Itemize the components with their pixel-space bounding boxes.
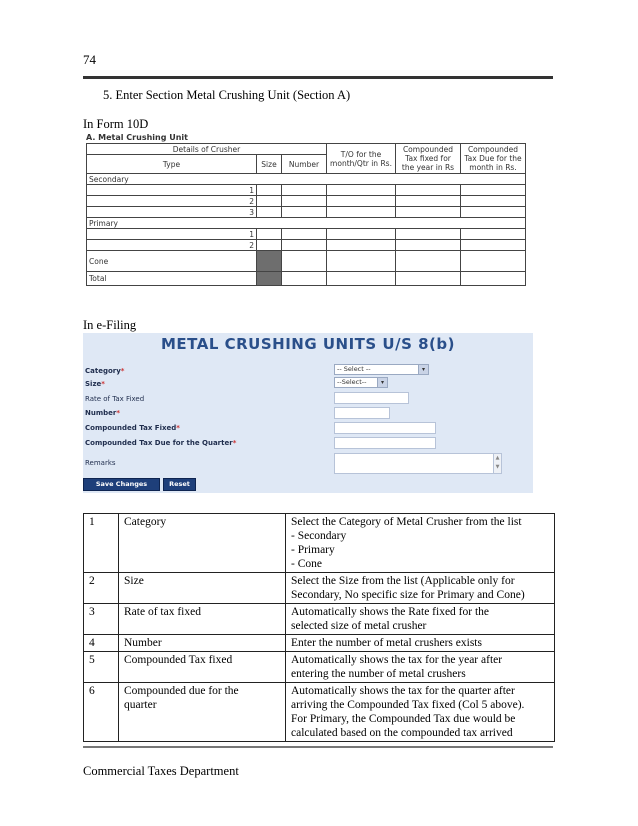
field-name-text: Number xyxy=(124,637,162,649)
table-row xyxy=(84,683,555,742)
field-name xyxy=(119,573,286,604)
row-number: 3 xyxy=(84,604,119,635)
row-number: 6 xyxy=(84,683,119,742)
description-line: Automatically shows the tax for the quarter after xyxy=(291,685,515,697)
description-line: Secondary, No specific size for Primary and Cone) xyxy=(291,589,525,601)
row-number: 1 xyxy=(84,514,119,573)
field-name-text: Rate of tax fixed xyxy=(124,606,201,618)
description-line: Automatically shows the tax for the year after xyxy=(291,654,503,666)
field-name-text: quarter xyxy=(124,699,157,711)
scroll-down-icon: ▼ xyxy=(495,464,500,470)
field-description xyxy=(286,635,555,652)
row-secondary-2: 2 xyxy=(87,196,257,207)
description-line: selected size of metal crusher xyxy=(291,620,427,632)
row-secondary-1: 1 xyxy=(87,185,257,196)
field-name xyxy=(119,604,286,635)
row-primary-1: 1 xyxy=(87,229,257,240)
field-name-text: Compounded Tax fixed xyxy=(124,654,233,666)
field-name-text: Size xyxy=(124,575,144,587)
tax-fixed-label: Compounded Tax Fixed* xyxy=(85,424,180,432)
page-number: 74 xyxy=(83,52,96,67)
description-line: For Primary, the Compounded Tax due would be xyxy=(291,713,516,725)
section-heading: 5. Enter Section Metal Crushing Unit (Section A) xyxy=(103,88,351,102)
col-type: Type xyxy=(87,155,257,174)
description-line: Select the Category of Metal Crusher from the list xyxy=(291,516,522,528)
number-label: Number* xyxy=(85,409,121,417)
efiling-title: METAL CRUSHING UNITS U/S 8(b) xyxy=(160,335,456,353)
tax-due-field[interactable] xyxy=(334,437,436,449)
table-row xyxy=(84,604,555,635)
footer-text: Commercial Taxes Department xyxy=(83,764,239,778)
efiling-panel xyxy=(83,333,533,493)
description-line: Enter the number of metal crushers exists xyxy=(291,637,482,649)
row-secondary: Secondary xyxy=(87,174,526,185)
remarks-textarea[interactable] xyxy=(334,453,502,474)
row-total: Total xyxy=(87,272,257,286)
field-description-table xyxy=(83,513,555,742)
col-size: Size xyxy=(257,155,282,174)
description-line: arriving the Compounded Tax fixed (Col 5 above). xyxy=(291,699,525,711)
field-name xyxy=(119,514,286,573)
table-row xyxy=(84,514,555,573)
col-tax-fixed: Compounded Tax fixed for the year in Rs xyxy=(396,144,461,174)
size-label: Size* xyxy=(85,380,105,388)
rate-field[interactable] xyxy=(334,392,409,404)
table-row xyxy=(84,652,555,683)
chevron-down-icon: ▾ xyxy=(377,378,387,387)
save-changes-button[interactable]: Save Changes xyxy=(83,478,160,491)
scroll-up-icon: ▲ xyxy=(495,455,500,461)
description-line: calculated based on the compounded tax arrived xyxy=(291,727,513,739)
row-primary-2: 2 xyxy=(87,240,257,251)
field-name xyxy=(119,652,286,683)
field-description xyxy=(286,604,555,635)
description-line: entering the number of metal crushers xyxy=(291,668,466,680)
field-description xyxy=(286,514,555,573)
field-description xyxy=(286,652,555,683)
field-name-text: Category xyxy=(124,516,167,528)
scrollbar[interactable] xyxy=(493,454,501,473)
row-number: 2 xyxy=(84,573,119,604)
description-line: - Secondary xyxy=(291,530,347,542)
description-line: Select the Size from the list (Applicable only for xyxy=(291,575,515,587)
row-cone: Cone xyxy=(87,251,257,272)
header-rule xyxy=(83,76,553,79)
form-10d-label: In Form 10D xyxy=(83,117,149,131)
col-tax-due: Compounded Tax Due for the month in Rs. xyxy=(461,144,526,174)
tax-due-label: Compounded Tax Due for the Quarter* xyxy=(85,439,237,447)
remarks-label: Remarks xyxy=(85,459,116,467)
field-description xyxy=(286,683,555,742)
form-10d-table xyxy=(86,133,526,286)
row-secondary-3: 3 xyxy=(87,207,257,218)
table-row xyxy=(84,573,555,604)
col-number: Number xyxy=(282,155,327,174)
tax-fixed-field[interactable] xyxy=(334,422,436,434)
details-header: Details of Crusher xyxy=(87,144,327,155)
reset-button[interactable]: Reset xyxy=(163,478,196,491)
row-primary: Primary xyxy=(87,218,526,229)
row-number: 4 xyxy=(84,635,119,652)
col-to: T/O for the month/Qtr in Rs. xyxy=(327,144,396,174)
category-label: Category* xyxy=(85,367,125,375)
chevron-down-icon: ▾ xyxy=(418,365,428,374)
field-name xyxy=(119,683,286,742)
efiling-label: In e-Filing xyxy=(83,318,137,332)
number-field[interactable] xyxy=(334,407,390,419)
size-select[interactable]: --Select-- ▾ xyxy=(334,377,388,388)
description-line: Automatically shows the Rate fixed for the xyxy=(291,606,490,618)
form-10d-title: A. Metal Crushing Unit xyxy=(86,133,188,142)
table-row xyxy=(84,635,555,652)
description-line: - Primary xyxy=(291,544,335,556)
footer-rule xyxy=(83,746,553,748)
field-description xyxy=(286,573,555,604)
row-number: 5 xyxy=(84,652,119,683)
category-select[interactable]: -- Select -- ▾ xyxy=(334,364,429,375)
field-name xyxy=(119,635,286,652)
description-line: - Cone xyxy=(291,558,322,570)
field-name-text: Compounded due for the xyxy=(124,685,239,697)
rate-label: Rate of Tax Fixed xyxy=(85,395,145,403)
